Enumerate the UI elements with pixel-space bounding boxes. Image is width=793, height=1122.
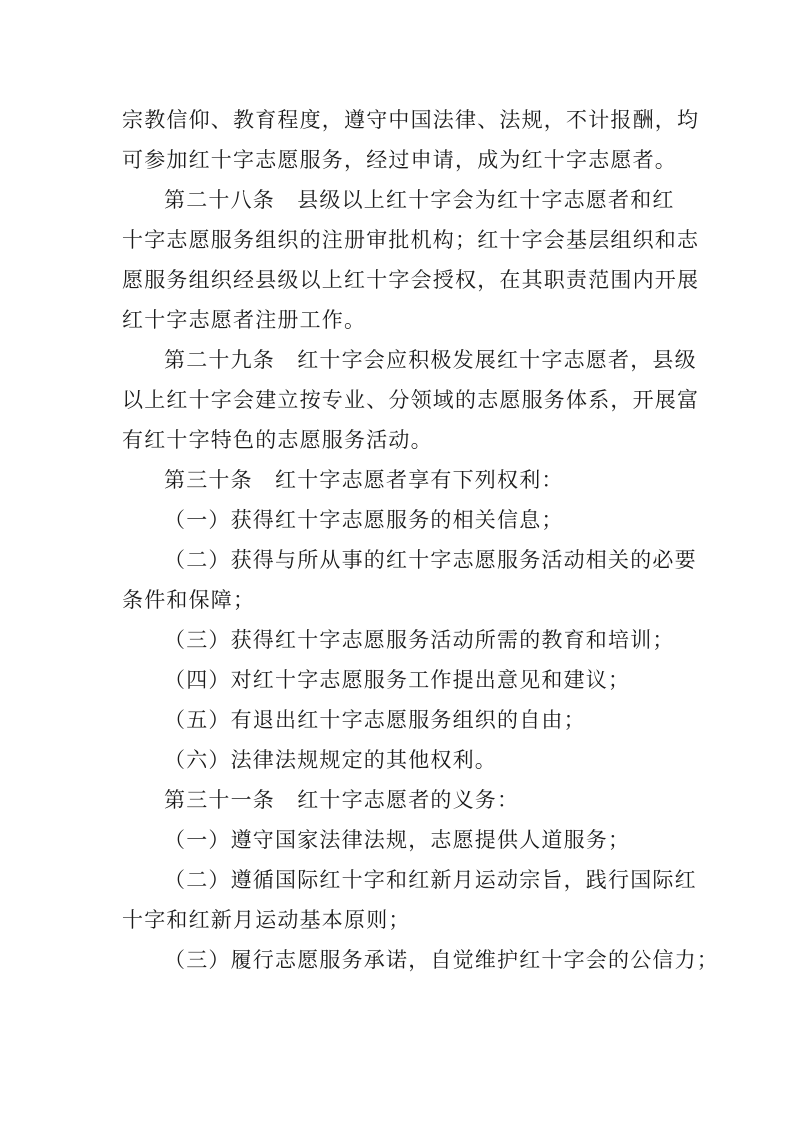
article-28-heading: 第二十八条 县级以上红十字会为红十字志愿者和红 — [164, 188, 675, 212]
text-line: 红十字志愿者注册工作。 — [122, 308, 367, 332]
list-item: （二）获得与所从事的红十字志愿服务活动相关的必要 — [164, 548, 697, 572]
list-item: （二）遵循国际红十字和红新月运动宗旨，践行国际红 — [164, 868, 697, 892]
text-line: 宗教信仰、教育程度，遵守中国法律、法规，不计报酬，均 — [122, 108, 700, 132]
list-item: （一）遵守国家法律法规，志愿提供人道服务； — [164, 828, 631, 852]
article-31-heading: 第三十一条 红十字志愿者的义务： — [164, 788, 520, 812]
article-30-heading: 第三十条 红十字志愿者享有下列权利： — [164, 468, 564, 492]
text-line: 十字志愿服务组织的注册审批机构；红十字会基层组织和志 — [122, 228, 700, 252]
text-line: 愿服务组织经县级以上红十字会授权，在其职责范围内开展 — [122, 268, 700, 292]
text-line: 以上红十字会建立按专业、分领域的志愿服务体系，开展富 — [122, 388, 700, 412]
text-line: 可参加红十字志愿服务，经过申请，成为红十字志愿者。 — [122, 148, 677, 172]
text-line: 条件和保障； — [122, 588, 256, 612]
list-item: （三）履行志愿服务承诺，自觉维护红十字会的公信力； — [164, 948, 719, 972]
list-item: （三）获得红十字志愿服务活动所需的教育和培训； — [164, 628, 675, 652]
list-item: （六）法律法规规定的其他权利。 — [164, 748, 497, 772]
text-line: 十字和红新月运动基本原则； — [122, 908, 411, 932]
list-item: （一）获得红十字志愿服务的相关信息； — [164, 508, 564, 532]
article-29-heading: 第二十九条 红十字会应积极发展红十字志愿者，县级 — [164, 348, 697, 372]
body-text — [122, 100, 719, 980]
list-item: （四）对红十字志愿服务工作提出意见和建议； — [164, 668, 631, 692]
list-item: （五）有退出红十字志愿服务组织的自由； — [164, 708, 586, 732]
text-line: 有红十字特色的志愿服务活动。 — [122, 428, 433, 452]
